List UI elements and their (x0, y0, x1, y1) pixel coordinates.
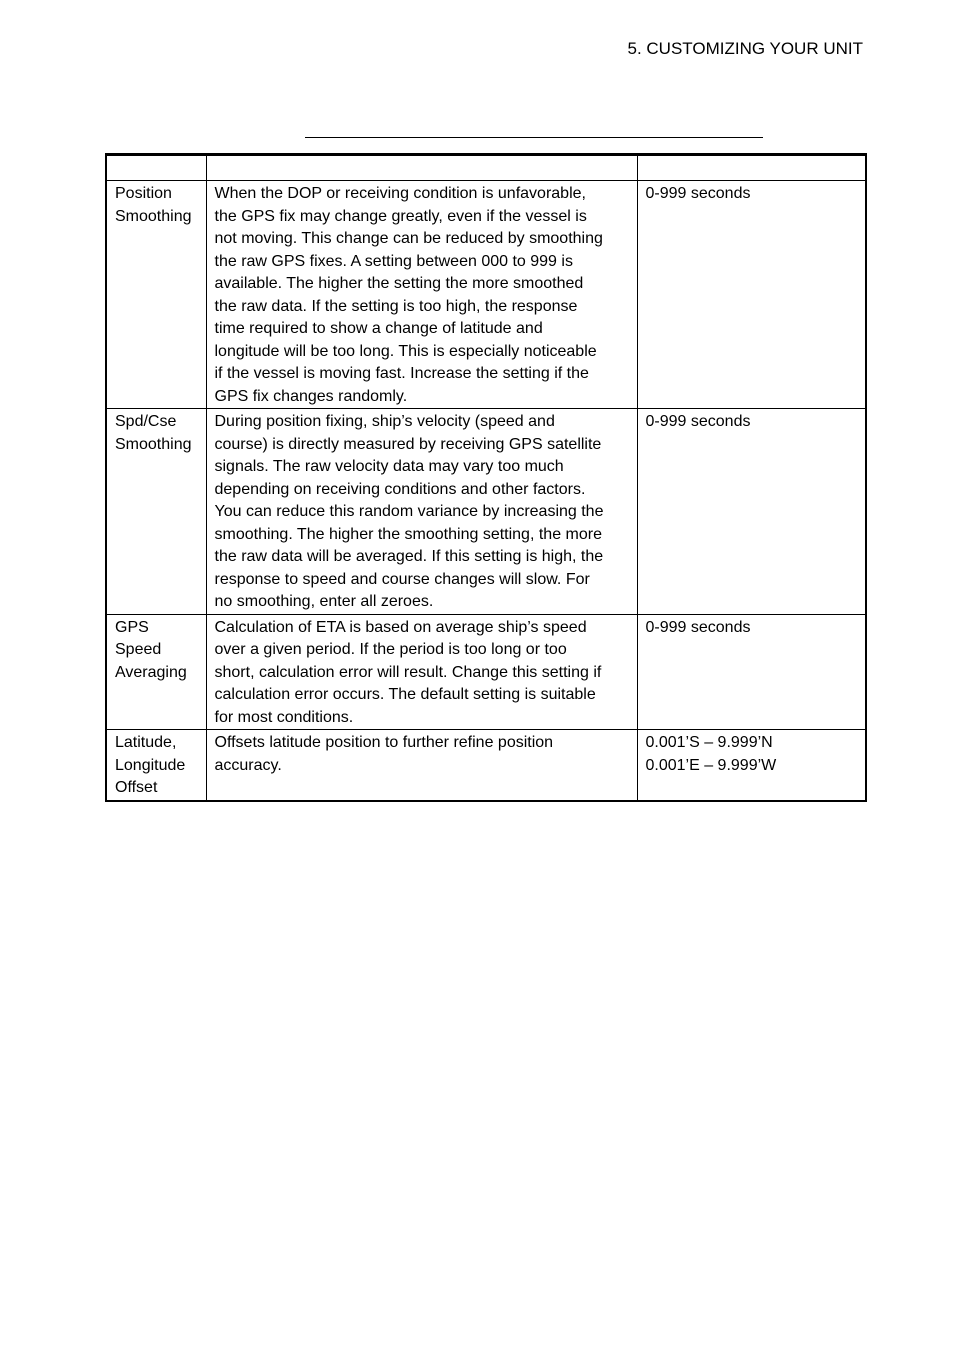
header-cell-description (206, 155, 637, 181)
table-row (106, 181, 866, 409)
table-row (106, 614, 866, 730)
setting-name-line: Smoothing (115, 435, 192, 453)
description-line: short, calculation error will result. Change this setting if (214, 663, 602, 681)
range-line: 0-999 seconds (645, 185, 751, 202)
description-line: When the DOP or receiving condition is unfavorable, (214, 185, 586, 202)
description-line: the raw GPS fixes. A setting between 000 to 999 is (214, 252, 573, 270)
description-line: course) is directly measured by receiving GPS satellite (214, 435, 602, 453)
description-line: You can reduce this random variance by increasing the (214, 503, 604, 520)
description-line: calculation error occurs. The default setting is suitable (214, 686, 596, 703)
description-cell (206, 409, 637, 615)
description-line: the raw data. If the setting is too high, the response (214, 297, 578, 315)
setting-name-line: Spd/Cse (115, 413, 177, 430)
setting-name-line: Speed (115, 641, 162, 658)
description-line: accuracy. (214, 756, 282, 774)
description-line: for most conditions. (214, 708, 354, 726)
description-cell (206, 614, 637, 730)
settings-table (105, 153, 867, 802)
setting-name-line: Longitude (115, 756, 186, 774)
range-cell (637, 730, 866, 801)
description-cell (206, 730, 637, 801)
description-line: signals. The raw velocity data may vary too much (214, 458, 564, 475)
setting-name-line: GPS (115, 618, 149, 636)
description-line: no smoothing, enter all zeroes. (214, 593, 434, 610)
description-line: time required to show a change of latitude and (214, 320, 543, 337)
description-line: Calculation of ETA is based on average ship’s speed (214, 618, 587, 636)
range-cell (637, 409, 866, 615)
description-line: available. The higher the setting the more smoothed (214, 275, 584, 292)
description-line: the GPS fix may change greatly, even if the vessel is (214, 207, 587, 225)
header-cell-range (637, 155, 866, 181)
setting-name-line: Averaging (115, 663, 187, 681)
description-cell (206, 181, 637, 409)
description-line: depending on receiving conditions and other factors. (214, 480, 586, 498)
setting-name-cell (106, 614, 206, 730)
setting-name-cell (106, 409, 206, 615)
description-line: not moving. This change can be reduced by smoothing (214, 230, 603, 247)
range-cell (637, 181, 866, 409)
setting-name-line: Offset (115, 779, 158, 796)
description-line: Offsets latitude position to further refine position (214, 734, 554, 751)
setting-name-cell (106, 730, 206, 801)
setting-name-line: Smoothing (115, 207, 192, 225)
setting-name-cell (106, 181, 206, 409)
table-row (106, 730, 866, 801)
range-line: 0.001’S – 9.999’N (645, 734, 773, 751)
description-line: over a given period. If the period is too long or too (214, 641, 567, 658)
range-line: 0-999 seconds (645, 413, 751, 430)
description-line: if the vessel is moving fast. Increase the setting if the (214, 365, 589, 382)
description-line: response to speed and course changes will slow. For (214, 570, 590, 588)
description-line: GPS fix changes randomly. (214, 387, 408, 405)
running-header: 5. CUSTOMIZING YOUR UNIT (627, 39, 863, 58)
table-row (106, 409, 866, 615)
description-line: the raw data will be averaged. If this setting is high, the (214, 548, 604, 565)
range-cell (637, 614, 866, 730)
range-line: 0.001’E – 9.999’W (645, 756, 777, 774)
description-line: During position fixing, ship’s velocity (speed and (214, 413, 555, 430)
description-line: smoothing. The higher the smoothing setting, the more (214, 525, 602, 543)
table-header-row (106, 155, 866, 181)
title-rule (305, 137, 763, 138)
header-cell-setting (106, 155, 206, 181)
setting-name-line: Latitude, (115, 734, 177, 751)
setting-name-line: Position (115, 185, 172, 202)
description-line: longitude will be too long. This is especially noticeable (214, 342, 597, 360)
range-line: 0-999 seconds (645, 618, 751, 636)
